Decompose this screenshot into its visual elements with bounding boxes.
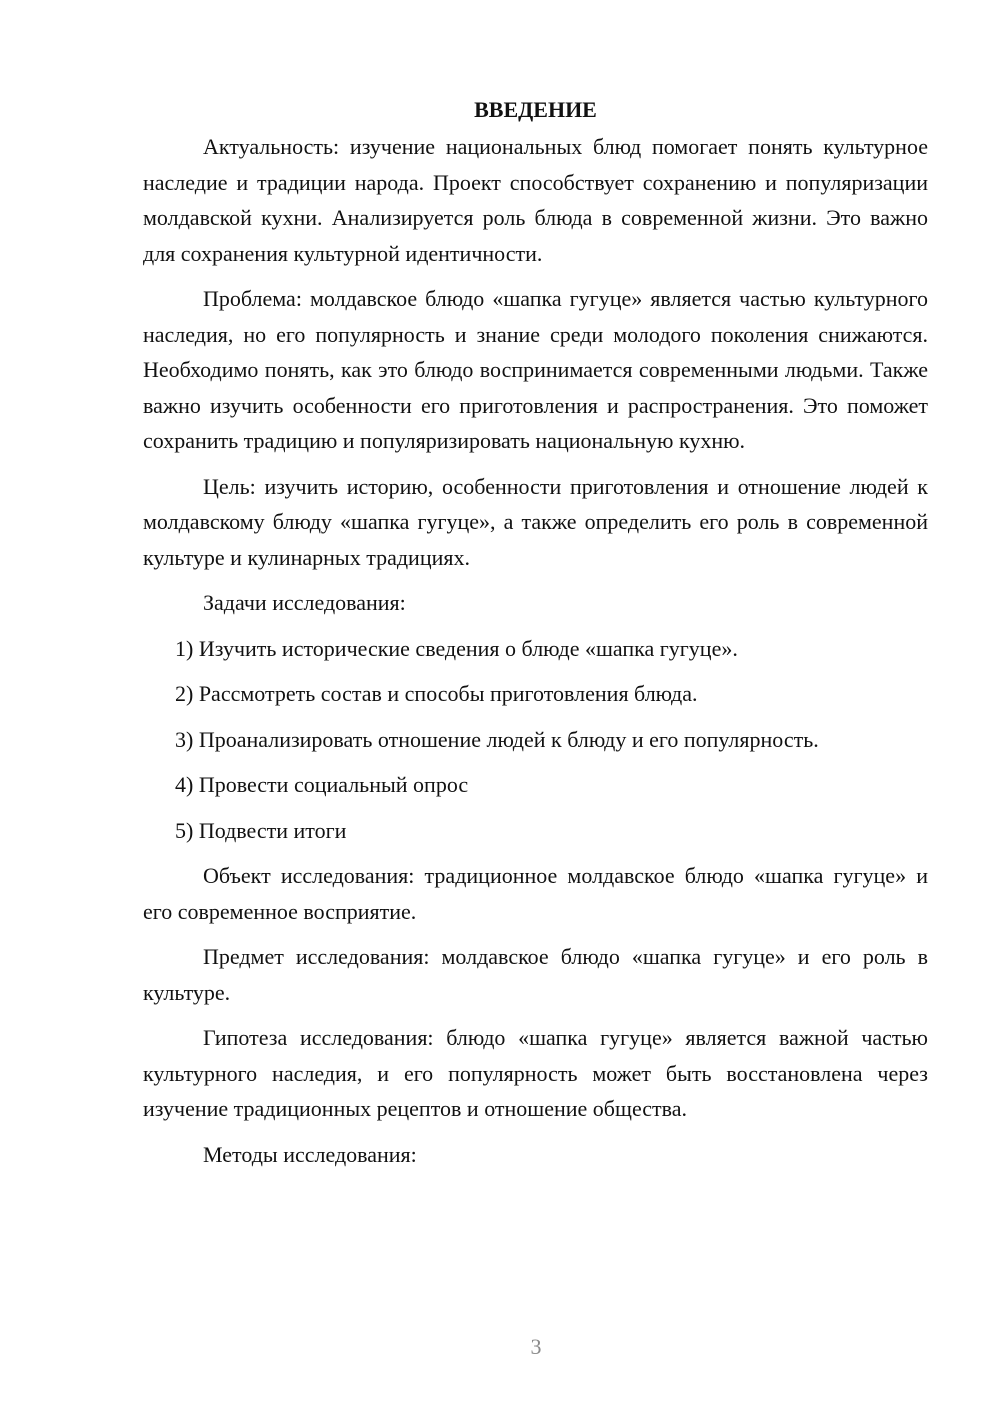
methods-title: Методы исследования: — [203, 1141, 417, 1167]
task-item: 1) Изучить исторические сведения о блюде «шапка гугуце». — [175, 635, 738, 661]
object-paragraph: Объект исследования: традиционное молдавское блюдо «шапка гугуце» и его современное восприятие. — [143, 863, 928, 924]
task-item: 4) Провести социальный опрос — [175, 772, 469, 797]
tasks-title: Задачи исследования: — [203, 590, 406, 615]
tasks-list — [143, 631, 928, 849]
subject-paragraph: Предмет исследования: молдавское блюдо «шапка гугуце» и его роль в культуре. — [143, 944, 928, 1005]
document-page — [143, 92, 928, 1182]
task-item: 3) Проанализировать отношение людей к блюду и его популярность. — [175, 726, 819, 752]
problem-paragraph: Проблема: молдавское блюдо «шапка гугуце» является частью культурного наследия, но его популярность и знание среди молодого поколения снижаются. Необходимо понять, как это блюдо воспринимается современными людьми. Также важно изучить особенности его приготовления и распространения. Это поможет сохранить традицию и популяризировать национальную кухню. — [143, 286, 928, 453]
relevance-paragraph: Актуальность: изучение национальных блюд помогает понять культурное наследие и традиции народа. Проект способствует сохранению и популяризации молдавской кухни. Анализируется роль блюда в современной жизни. Это важно для сохранения культурной идентичности. — [143, 134, 928, 266]
section-heading: ВВЕДЕНИЕ — [474, 97, 597, 122]
hypothesis-paragraph: Гипотеза исследования: блюдо «шапка гугуце» является важной частью культурного наследия, и его популярность может быть восстановлена через изучение традиционных рецептов и отношение общества. — [143, 1025, 928, 1121]
page-number: 3 — [530, 1334, 542, 1359]
task-item: 2) Рассмотреть состав и способы приготовления блюда. — [175, 681, 698, 706]
task-item: 5) Подвести итоги — [175, 817, 347, 843]
goal-paragraph: Цель: изучить историю, особенности приготовления и отношение людей к молдавскому блюду «шапка гугуце», а также определить его роль в современной культуре и кулинарных традициях. — [143, 473, 928, 570]
